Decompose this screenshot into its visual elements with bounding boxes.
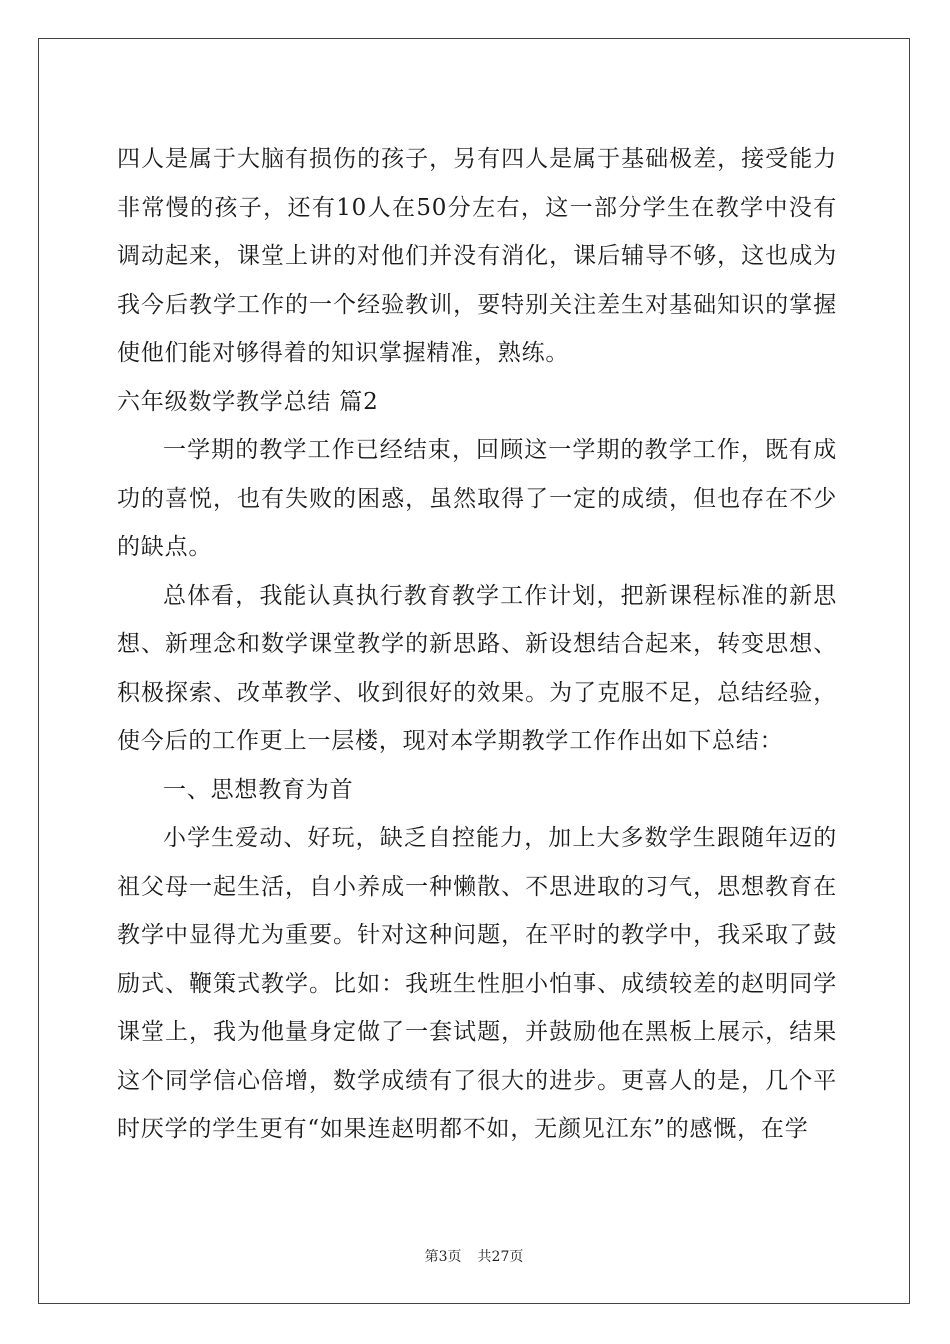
page-number: 第3页 — [424, 1249, 462, 1265]
document-page — [38, 38, 910, 1304]
paragraph-intro: 一学期的教学工作已经结束，回顾这一学期的教学工作，既有成功的喜悦，也有失败的困惑，虽然取得了一定的成绩，但也存在不少的缺点。 — [117, 437, 837, 560]
paragraph-overview: 总体看，我能认真执行教育教学工作计划，把新课程标准的新思想、新理念和数学课堂教学的新思路、新设想结合起来，转变思想、积极探索、改革教学、收到很好的效果。为了克服不足，总结经验，使今后的工作更上一层楼，现对本学期教学工作作出如下总结： — [117, 582, 837, 754]
document-body — [117, 135, 837, 1154]
paragraph-thought-education: 小学生爱动、好玩，缺乏自控能力，加上大多数学生跟随年迈的祖父母一起生活，自小养成一种懒散、不思进取的习气，思想教育在教学中显得尤为重要。针对这种问题，在平时的教学中，我采取了鼓励式、鞭策式教学。比如：我班生性胆小怕事、成绩较差的赵明同学课堂上，我为他量身定做了一套试题，并鼓励他在黑板上展示，结果这个同学信心倍增，数学成绩有了很大的进步。更喜人的是，几个平时厌学的学生更有“如果连赵明都不如，无颜见江东”的感慨，在学 — [117, 825, 837, 1142]
section-heading: 六年级数学教学总结 篇2 — [117, 388, 379, 415]
page-total: 共27页 — [477, 1249, 524, 1265]
page-footer — [39, 1246, 909, 1266]
paragraph-continuation: 四人是属于大脑有损伤的孩子，另有四人是属于基础极差，接受能力非常慢的孩子，还有10人在50分左右，这一部分学生在教学中没有调动起来，课堂上讲的对他们并没有消化，课后辅导不够，这也成为我今后教学工作的一个经验教训，要特别关注差生对基础知识的掌握使他们能对够得着的知识掌握精准，熟练。 — [117, 146, 837, 366]
subheading-thought-education: 一、思想教育为首 — [163, 776, 354, 803]
